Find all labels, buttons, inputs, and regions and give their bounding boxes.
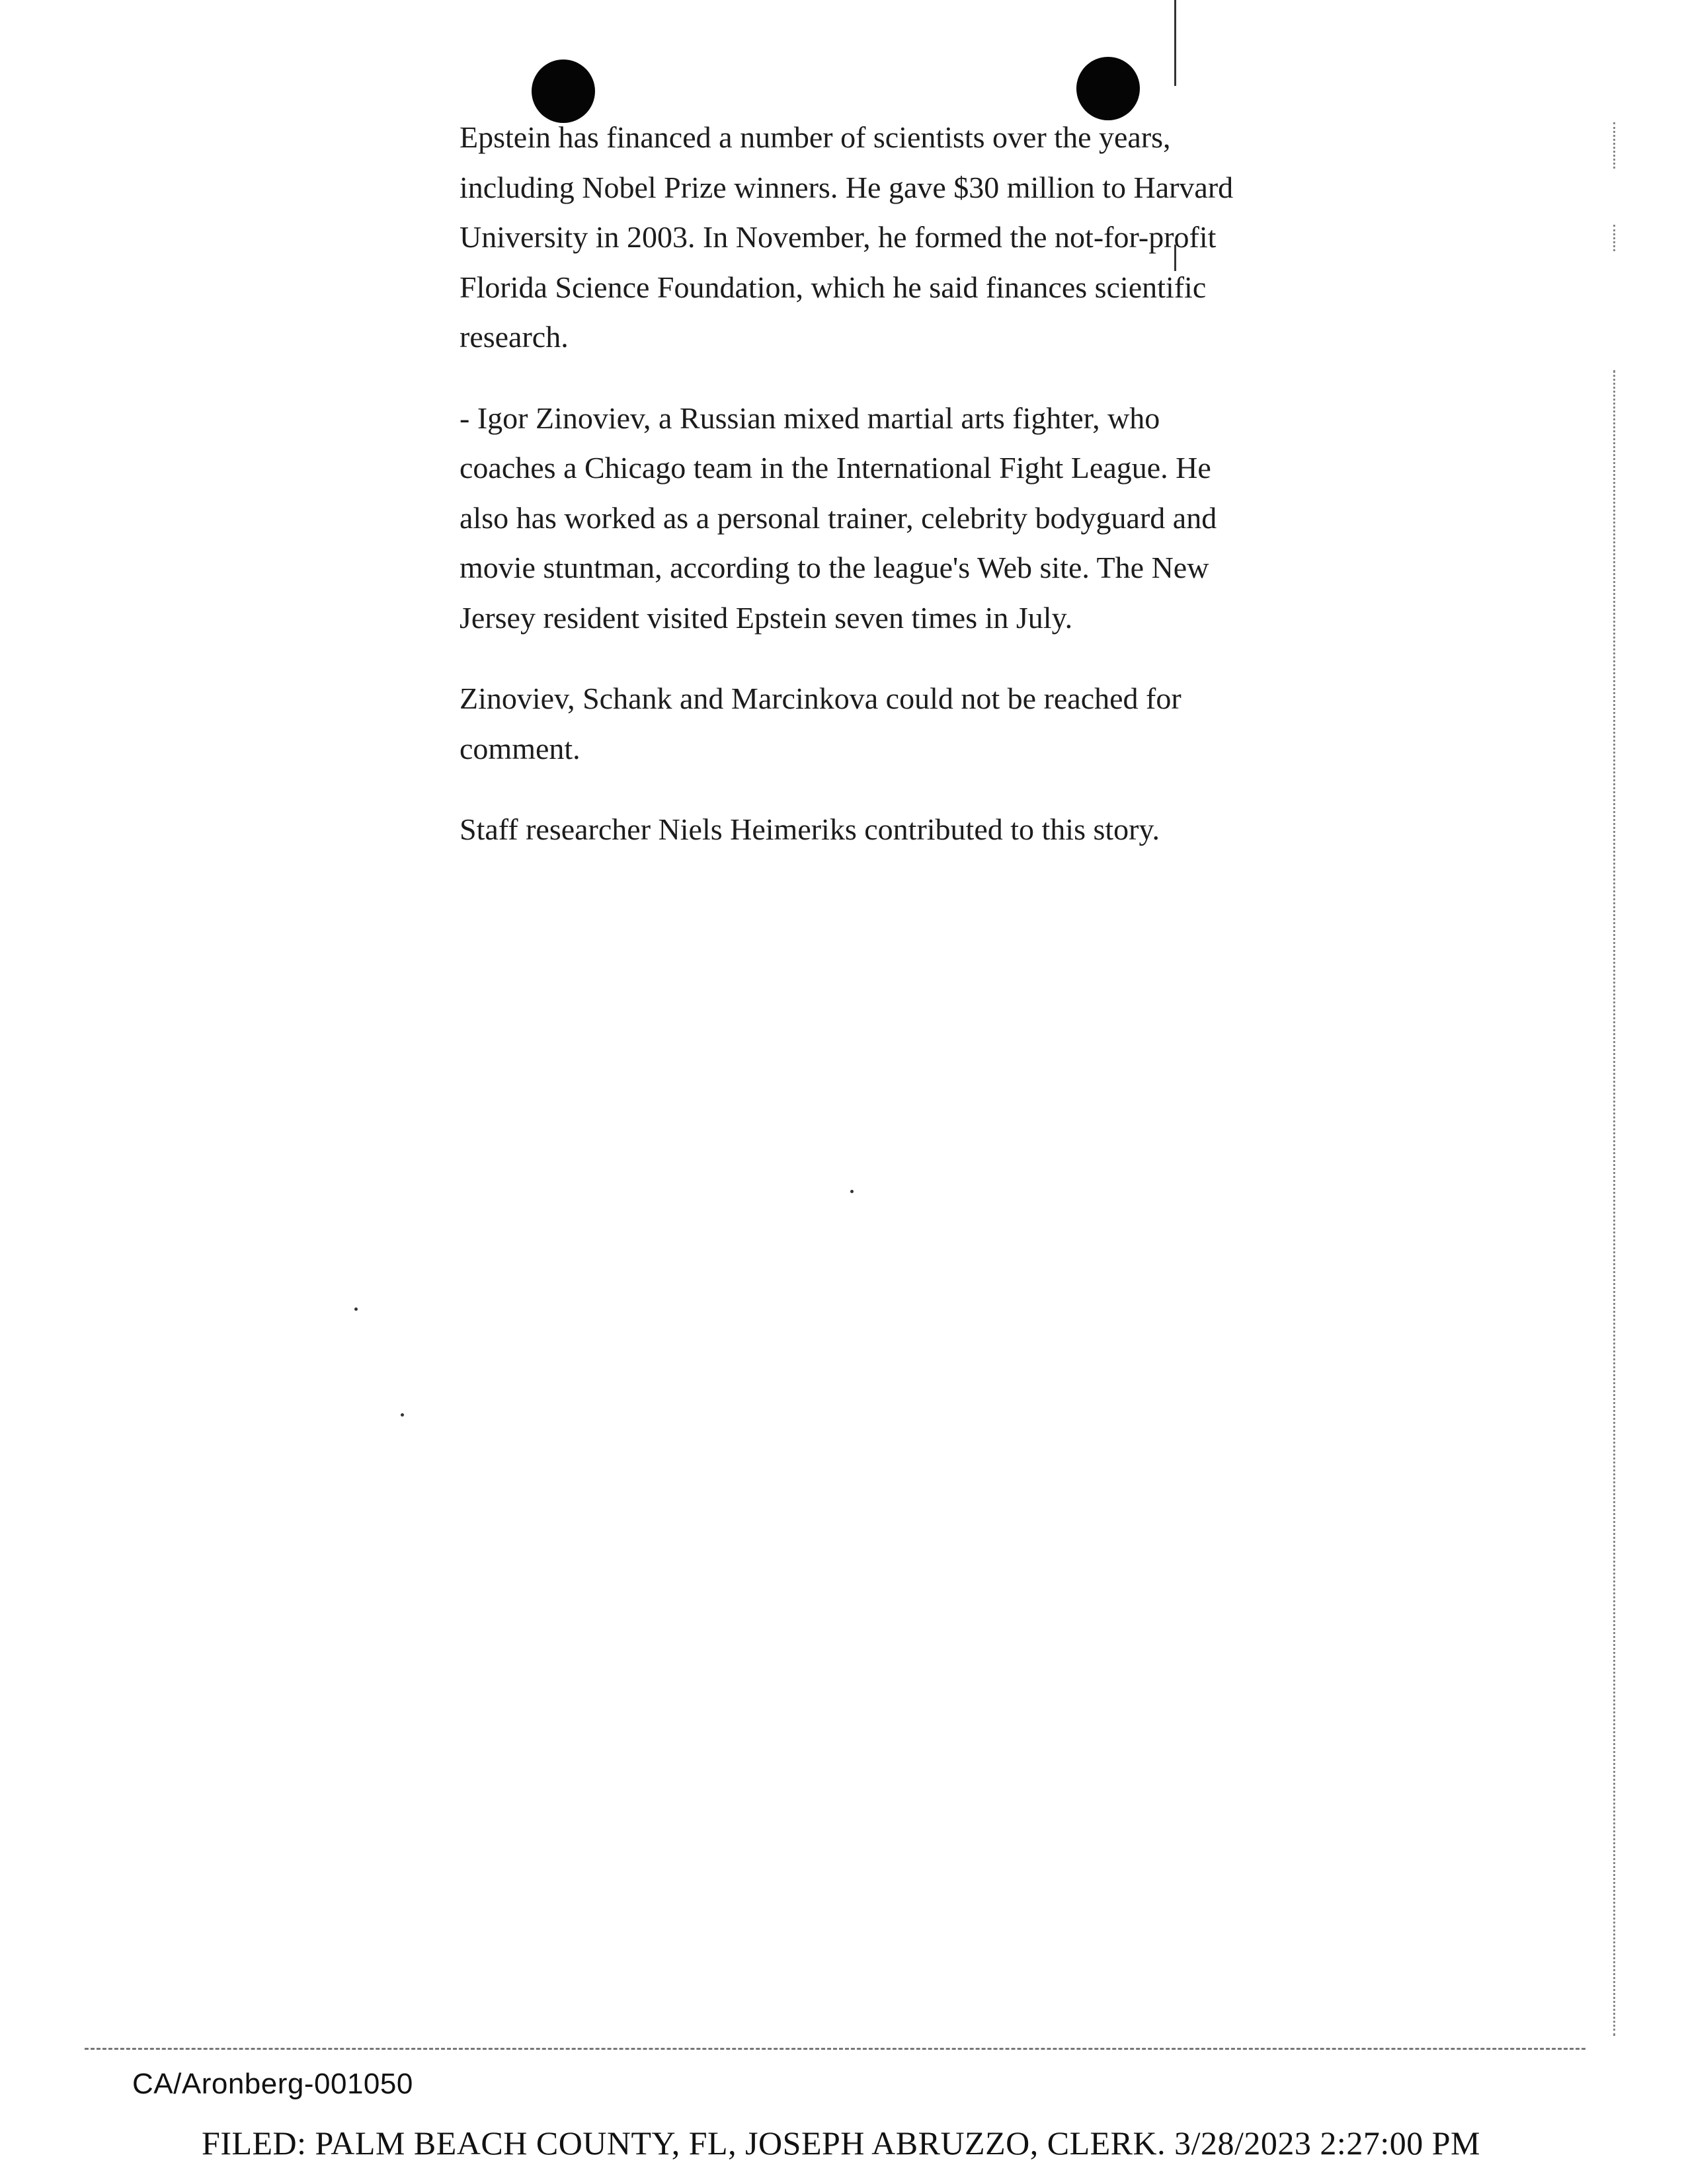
- article-paragraph: Zinoviev, Schank and Marcinkova could not be reached for comment.: [460, 682, 1181, 765]
- article-paragraph: - Igor Zinoviev, a Russian mixed martial arts fighter, who coaches a Chicago team in the International Fight League. He also has worked as a personal trainer, celebrity bodyguard and movie stuntman, according to the league's Web site. The New Jersey resident visited Epstein seven times in July.: [460, 401, 1217, 635]
- scan-edge-mark: [1613, 225, 1615, 251]
- article-body: [460, 112, 1253, 886]
- scan-speck: [850, 1190, 854, 1193]
- punch-hole-right: [1076, 57, 1140, 120]
- scan-speck: [401, 1413, 404, 1417]
- scan-artifact-line: [1174, 0, 1176, 86]
- page-bottom-rule: [85, 2048, 1585, 2050]
- filed-stamp: FILED: PALM BEACH COUNTY, FL, JOSEPH ABRUZZO, CLERK. 3/28/2023 2:27:00 PM: [202, 2125, 1480, 2162]
- scan-edge-mark: [1613, 370, 1615, 2036]
- article-paragraph: Staff researcher Niels Heimeriks contributed to this story.: [460, 812, 1160, 846]
- scan-edge-mark: [1613, 122, 1615, 169]
- scan-speck: [354, 1307, 358, 1311]
- bates-number: CA/Aronberg-001050: [132, 2068, 413, 2100]
- article-paragraph: Epstein has financed a number of scientists over the years, including Nobel Prize winners. He gave $30 million to Harvard University in 2003. In November, he formed the not-for-profit Florida Science Foundation, which he said finances scientific research.: [460, 120, 1234, 354]
